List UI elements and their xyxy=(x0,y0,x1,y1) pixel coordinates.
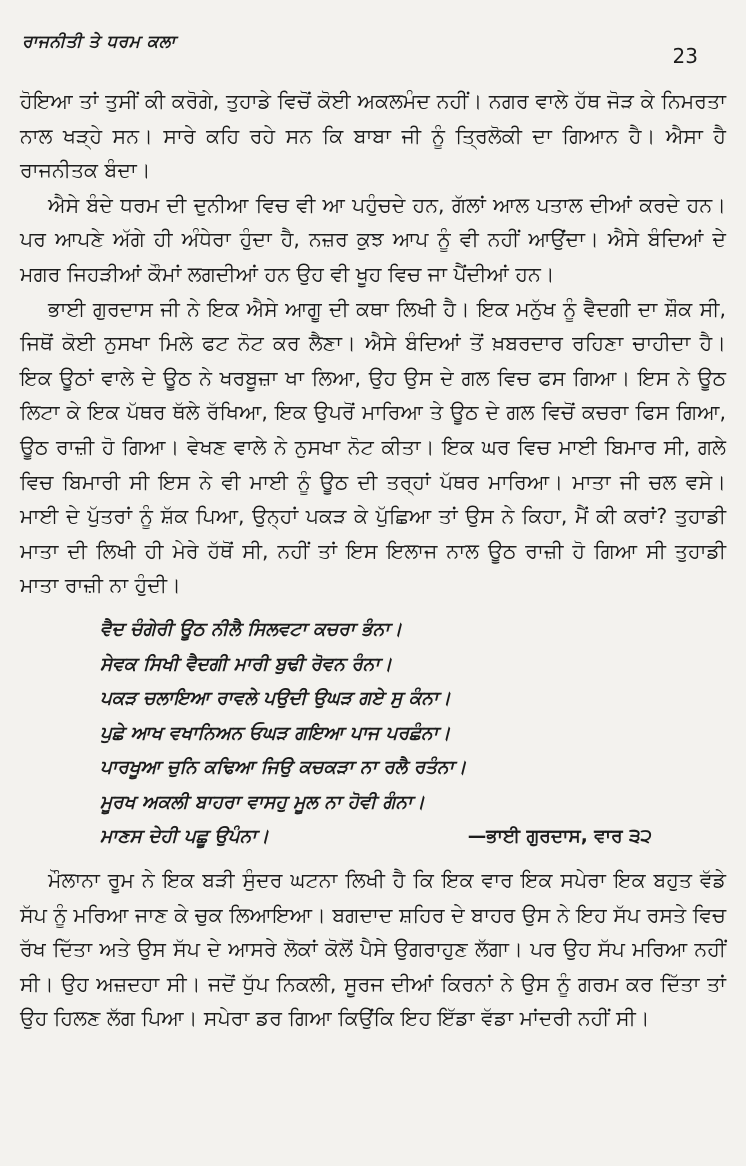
verse-block xyxy=(100,613,726,855)
verse-line-6: ਮੂਰਖ ਅਕਲੀ ਬਾਹਰਾ ਵਾਸਹੁ ਮੂਲ ਨਾ ਹੋਵੀ ਗੰਨਾ। xyxy=(100,791,425,813)
paragraph-1: ਹੋਇਆ ਤਾਂ ਤੁਸੀਂ ਕੀ ਕਰੋਗੇ, ਤੁਹਾਡੇ ਵਿਚੋਂ ਕੋਈ ਅਕਲਮੰਦ ਨਹੀਂ। ਨਗਰ ਵਾਲੇ ਹੱਥ ਜੋੜ ਕੇ ਨਿਮਰਤਾ ਨਾਲ ਖੜ੍ਹੇ ਸਨ। ਸਾਰੇ ਕਹਿ ਰਹੇ ਸਨ ਕਿ ਬਾਬਾ ਜੀ ਨੂੰ ਤ੍ਰਿਲੋਕੀ ਦਾ ਗਿਆਨ ਹੈ। ਐਸਾ ਹੈ ਰਾਜਨੀਤਕ ਬੰਦਾ। xyxy=(20,89,726,183)
page-number: 23 xyxy=(672,44,698,68)
verse-line-3: ਪਕੜ ਚਲਾਇਆ ਰਾਵਲੇ ਪਉਦੀ ਉਘੜ ਗਏ ਸੁ ਕੰਨਾ। xyxy=(100,688,451,710)
verse-last-row xyxy=(100,820,652,855)
body-text xyxy=(20,84,726,1036)
verse-line-2: ਸੇਵਕ ਸਿਖੀ ਵੈਦਗੀ ਮਾਰੀ ਬੁਢੀ ਰੋਵਨ ਰੰਨਾ। xyxy=(100,653,393,675)
verse-line-4: ਪੁਛੇ ਆਖ ਵਖਾਨਿਅਨ ਓਘੜ ਗਇਆ ਪਾਜ ਪਰਛੰਨਾ। xyxy=(100,722,451,744)
verse-citation: —ਭਾਈ ਗੁਰਦਾਸ, ਵਾਰ ੩੨ xyxy=(467,826,652,848)
running-title: ਰਾਜਨੀਤੀ ਤੇ ਧਰਮ ਕਲਾ xyxy=(22,32,176,52)
verse-line-7: ਮਾਣਸ ਦੇਹੀ ਪਛੂ ਉਪੰਨਾ। xyxy=(100,826,270,848)
paragraph-3: ਭਾਈ ਗੁਰਦਾਸ ਜੀ ਨੇ ਇਕ ਐਸੇ ਆਗੂ ਦੀ ਕਥਾ ਲਿਖੀ ਹੈ। ਇਕ ਮਨੁੱਖ ਨੂੰ ਵੈਦਗੀ ਦਾ ਸ਼ੌਕ ਸੀ, ਜਿਥੋਂ ਕੋਈ ਨੁਸਖਾ ਮਿਲੇ ਫਟ ਨੋਟ ਕਰ ਲੈਣਾ। ਐਸੇ ਬੰਦਿਆਂ ਤੋਂ ਖ਼ਬਰਦਾਰ ਰਹਿਣਾ ਚਾਹੀਦਾ ਹੈ। ਇਕ ਊਠਾਂ ਵਾਲੇ ਦੇ ਊਠ ਨੇ ਖਰਬੂਜ਼ਾ ਖਾ ਲਿਆ, ਉਹ ਉਸ ਦੇ ਗਲ ਵਿਚ ਫਸ ਗਿਆ। ਇਸ ਨੇ ਊਠ ਲਿਟਾ ਕੇ ਇਕ ਪੱਥਰ ਥੱਲੇ ਰੱਖਿਆ, ਇਕ ਉਪਰੋਂ ਮਾਰਿਆ ਤੇ ਊਠ ਦੇ ਗਲ ਵਿਚੋਂ ਕਚਰਾ ਫਿਸ ਗਿਆ, ਊਠ ਰਾਜ਼ੀ ਹੋ ਗਿਆ। ਵੇਖਣ ਵਾਲੇ ਨੇ ਨੁਸਖਾ ਨੋਟ ਕੀਤਾ। ਇਕ ਘਰ ਵਿਚ ਮਾਈ ਬਿਮਾਰ ਸੀ, ਗਲੇ ਵਿਚ ਬਿਮਾਰੀ ਸੀ ਇਸ ਨੇ ਵੀ ਮਾਈ ਨੂੰ ਊਠ ਦੀ ਤਰ੍ਹਾਂ ਪੱਥਰ ਮਾਰਿਆ। ਮਾਤਾ ਜੀ ਚਲ ਵਸੇ। ਮਾਈ ਦੇ ਪੁੱਤਰਾਂ ਨੂੰ ਸ਼ੱਕ ਪਿਆ, ਉਨ੍ਹਾਂ ਪਕੜ ਕੇ ਪੁੱਛਿਆ ਤਾਂ ਉਸ ਨੇ ਕਿਹਾ, ਮੈਂ ਕੀ ਕਰਾਂ? ਤੁਹਾਡੀ ਮਾਤਾ ਦੀ ਲਿਖੀ ਹੀ ਮੇਰੇ ਹੱਥੋਂ ਸੀ, ਨਹੀਂ ਤਾਂ ਇਸ ਇਲਾਜ ਨਾਲ ਊਠ ਰਾਜ਼ੀ ਹੋ ਗਿਆ ਸੀ ਤੁਹਾਡੀ ਮਾਤਾ ਰਾਜ਼ੀ ਨਾ ਹੁੰਦੀ। xyxy=(20,296,726,598)
verse-line-5: ਪਾਰਖੂਆ ਚੁਨਿ ਕਢਿਆ ਜਿਉ ਕਚਕੜਾ ਨਾ ਰਲੈ ਰਤੰਨਾ। xyxy=(100,757,467,779)
paragraph-2: ਐਸੇ ਬੰਦੇ ਧਰਮ ਦੀ ਦੁਨੀਆ ਵਿਚ ਵੀ ਆ ਪਹੁੰਚਦੇ ਹਨ, ਗੱਲਾਂ ਆਲ ਪਤਾਲ ਦੀਆਂ ਕਰਦੇ ਹਨ। ਪਰ ਆਪਣੇ ਅੱਗੇ ਹੀ ਅੰਧੇਰਾ ਹੁੰਦਾ ਹੈ, ਨਜ਼ਰ ਕੁਝ ਆਪ ਨੂੰ ਵੀ ਨਹੀਂ ਆਉਂਦਾ। ਐਸੇ ਬੰਦਿਆਂ ਦੇ ਮਗਰ ਜਿਹੜੀਆਂ ਕੌਮਾਂ ਲਗਦੀਆਂ ਹਨ ਉਹ ਵੀ ਖੂਹ ਵਿਚ ਜਾ ਪੈਂਦੀਆਂ ਹਨ। xyxy=(20,192,726,286)
paragraph-4: ਮੌਲਾਨਾ ਰੂਮ ਨੇ ਇਕ ਬੜੀ ਸੁੰਦਰ ਘਟਨਾ ਲਿਖੀ ਹੈ ਕਿ ਇਕ ਵਾਰ ਇਕ ਸਪੇਰਾ ਇਕ ਬਹੁਤ ਵੱਡੇ ਸੱਪ ਨੂੰ ਮਰਿਆ ਜਾਣ ਕੇ ਚੁਕ ਲਿਆਇਆ। ਬਗਦਾਦ ਸ਼ਹਿਰ ਦੇ ਬਾਹਰ ਉਸ ਨੇ ਇਹ ਸੱਪ ਰਸਤੇ ਵਿਚ ਰੱਖ ਦਿੱਤਾ ਅਤੇ ਉਸ ਸੱਪ ਦੇ ਆਸਰੇ ਲੋਕਾਂ ਕੋਲੋਂ ਪੈਸੇ ਉਗਰਾਹੁਣ ਲੱਗਾ। ਪਰ ਉਹ ਸੱਪ ਮਰਿਆ ਨਹੀਂ ਸੀ। ਉਹ ਅਜ਼ਦਹਾ ਸੀ। ਜਦੋਂ ਧੁੱਪ ਨਿਕਲੀ, ਸੂਰਜ ਦੀਆਂ ਕਿਰਨਾਂ ਨੇ ਉਸ ਨੂੰ ਗਰਮ ਕਰ ਦਿੱਤਾ ਤਾਂ ਉਹ ਹਿਲਣ ਲੱਗ ਪਿਆ। ਸਪੇਰਾ ਡਰ ਗਿਆ ਕਿਉਂਕਿ ਇਹ ਇੱਡਾ ਵੱਡਾ ਮਾਂਦਰੀ ਨਹੀਂ ਸੀ। xyxy=(20,868,726,1031)
verse-line-1: ਵੈਦ ਚੰਗੇਰੀ ਊਠ ਨੀਲੈ ਸਿਲਵਟਾ ਕਚਰਾ ਭੰਨਾ। xyxy=(100,618,403,640)
